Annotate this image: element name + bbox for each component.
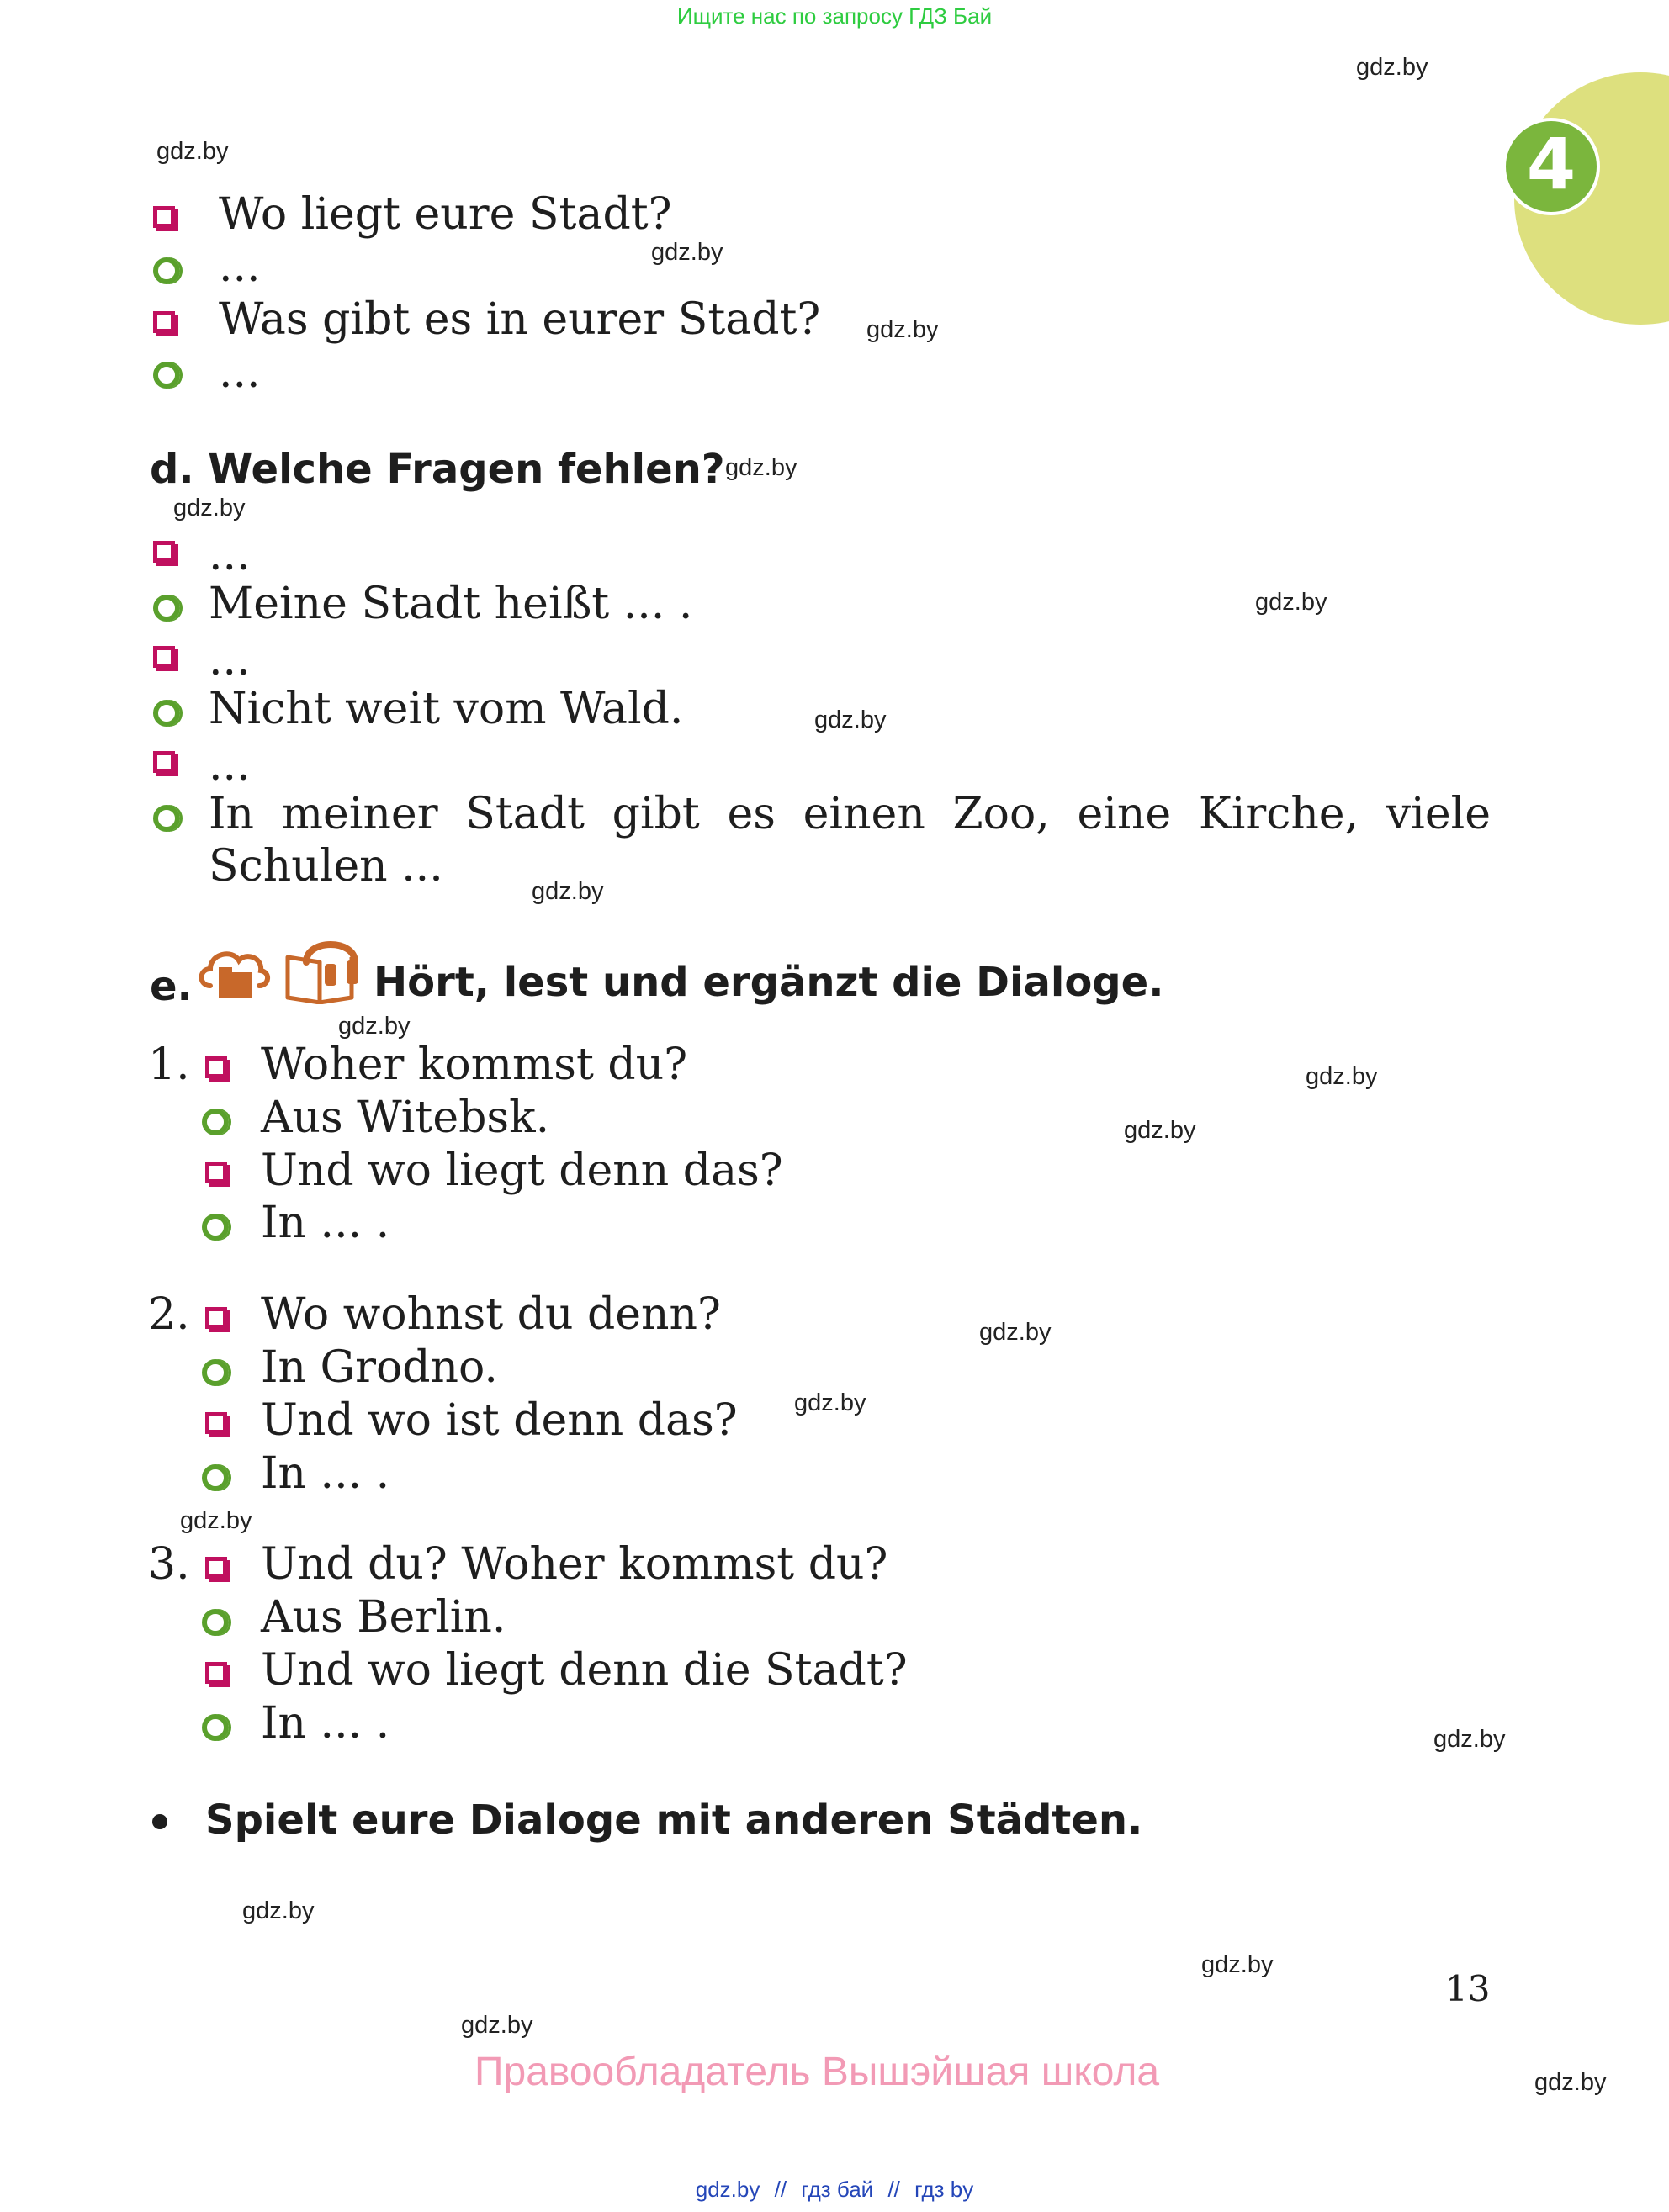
question-bullet bbox=[205, 1162, 227, 1183]
watermark: gdz.by bbox=[338, 1013, 411, 1040]
footer-separator: // bbox=[774, 2177, 787, 2202]
search-hint: Ищите нас по запросу ГДЗ Бай bbox=[676, 3, 993, 29]
dialog-line: Wo wohnst du denn? bbox=[261, 1289, 721, 1340]
question-bullet bbox=[205, 1056, 227, 1078]
dialog-line: In ... . bbox=[261, 1698, 390, 1749]
dialog-line: Und du? Woher kommst du? bbox=[261, 1539, 888, 1590]
answer-bullet bbox=[202, 1359, 229, 1386]
cloud-folder-icon bbox=[195, 942, 271, 1001]
answer-bullet bbox=[153, 595, 180, 622]
answer-bullet bbox=[153, 700, 180, 727]
dialog-line: Und wo liegt denn die Stadt? bbox=[261, 1645, 908, 1696]
watermark: gdz.by bbox=[173, 495, 246, 521]
section-d-title: d. Welche Fragen fehlen? bbox=[150, 446, 725, 493]
dialog-line: Und wo liegt denn das? bbox=[261, 1146, 783, 1196]
section-e-title: Hört, lest und ergänzt die Dialoge. bbox=[374, 959, 1164, 1006]
watermark: gdz.by bbox=[1356, 54, 1428, 81]
question-bullet bbox=[153, 311, 175, 333]
watermark: gdz.by bbox=[651, 239, 723, 266]
dialog-number: 1. bbox=[148, 1040, 190, 1090]
watermark: gdz.by bbox=[242, 1897, 315, 1924]
dialog-number: 3. bbox=[148, 1539, 190, 1590]
dialog-line: Woher kommst du? bbox=[261, 1040, 688, 1090]
final-task: Spielt eure Dialoge mit anderen Städten. bbox=[205, 1797, 1143, 1844]
chapter-number: 4 bbox=[1526, 123, 1576, 205]
watermark: gdz.by bbox=[794, 1389, 866, 1416]
dialog-line: ... bbox=[209, 740, 251, 791]
watermark: gdz.by bbox=[1255, 589, 1327, 616]
answer-bullet bbox=[153, 257, 180, 284]
watermark: gdz.by bbox=[1306, 1063, 1378, 1090]
rights-holder: Правообладатель Вышэйшая школа bbox=[474, 2050, 1160, 2094]
watermark: gdz.by bbox=[461, 2012, 533, 2039]
footer-link-gdz-bai[interactable]: гдз бай bbox=[801, 2177, 874, 2202]
answer-bullet bbox=[202, 1214, 229, 1241]
dialog-line: In ... . bbox=[261, 1198, 390, 1248]
audio-book-icon bbox=[281, 932, 365, 1004]
answer-bullet bbox=[153, 805, 180, 832]
question-bullet bbox=[153, 646, 175, 668]
watermark: gdz.by bbox=[866, 316, 939, 343]
watermark: gdz.by bbox=[814, 706, 887, 733]
dialog-line: ... bbox=[219, 347, 261, 398]
answer-bullet bbox=[202, 1609, 229, 1636]
watermark: gdz.by bbox=[1201, 1951, 1274, 1978]
answer-bullet bbox=[202, 1109, 229, 1135]
question-bullet bbox=[153, 206, 175, 228]
watermark: gdz.by bbox=[156, 138, 229, 165]
dialog-line: Was gibt es in eurer Stadt? bbox=[219, 294, 821, 345]
dialog-line: Aus Berlin. bbox=[261, 1592, 506, 1643]
answer-bullet bbox=[202, 1464, 229, 1491]
footer-link-gdz-by[interactable]: gdz.by bbox=[695, 2177, 760, 2202]
answer-bullet bbox=[202, 1714, 229, 1741]
watermark: gdz.by bbox=[532, 878, 604, 905]
dialog-line: Aus Witebsk. bbox=[261, 1093, 550, 1143]
dialog-line: In Grodno. bbox=[261, 1342, 498, 1393]
dialog-line: ... bbox=[219, 241, 261, 292]
dialog-line: ... bbox=[209, 635, 251, 685]
question-bullet bbox=[205, 1307, 227, 1329]
watermark: gdz.by bbox=[979, 1319, 1052, 1346]
footer-separator: // bbox=[887, 2177, 900, 2202]
footer-links bbox=[0, 2177, 1669, 2203]
dialog-line: ... bbox=[209, 530, 251, 580]
page-number: 13 bbox=[1445, 1968, 1491, 2009]
watermark: gdz.by bbox=[725, 454, 797, 481]
dialog-line: Und wo ist denn das? bbox=[261, 1395, 738, 1446]
answer-bullet bbox=[153, 362, 180, 389]
watermark: gdz.by bbox=[1534, 2069, 1607, 2096]
watermark: gdz.by bbox=[1124, 1117, 1196, 1144]
dialog-line: In ... . bbox=[261, 1448, 390, 1499]
watermark: gdz.by bbox=[1433, 1726, 1506, 1753]
question-bullet bbox=[205, 1412, 227, 1434]
section-e-letter: e. bbox=[150, 963, 193, 1010]
watermark: gdz.by bbox=[180, 1507, 252, 1534]
question-bullet bbox=[205, 1557, 227, 1579]
dialog-line: Meine Stadt heißt ... . bbox=[209, 579, 693, 629]
footer-link-gdz-by-cyr[interactable]: гдз by bbox=[914, 2177, 974, 2202]
dialog-line-continued: Schulen ... bbox=[209, 841, 443, 892]
dialog-line: Wo liegt eure Stadt? bbox=[219, 189, 672, 240]
dialog-line: Nicht weit vom Wald. bbox=[209, 684, 684, 734]
task-bullet bbox=[152, 1814, 167, 1829]
dialog-number: 2. bbox=[148, 1289, 190, 1340]
question-bullet bbox=[153, 541, 175, 563]
dialog-line: In meiner Stadt gibt es einen Zoo, eine Kirche, viele bbox=[209, 789, 1491, 839]
question-bullet bbox=[205, 1662, 227, 1684]
question-bullet bbox=[153, 751, 175, 773]
